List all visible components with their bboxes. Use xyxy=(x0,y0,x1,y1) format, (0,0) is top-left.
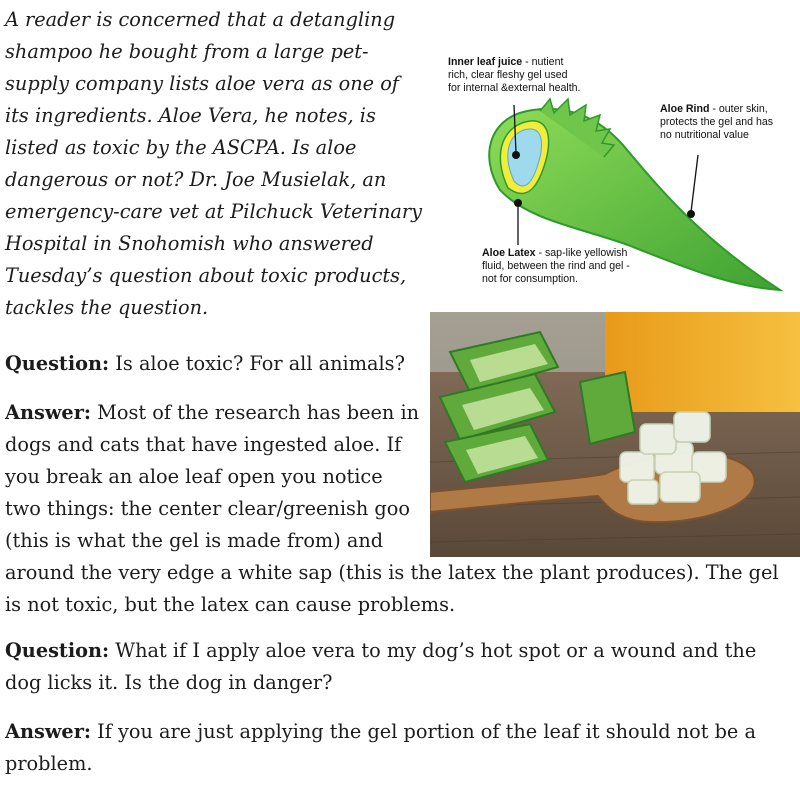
intro-line: shampoo he bought from a large pet- xyxy=(5,40,369,63)
question-line: dog licks it. Is the dog in danger? xyxy=(5,671,333,694)
inner-leaf-juice-label: Inner leaf juice - nutient rich, clear fleshy gel used for internal &external health. xyxy=(448,56,581,94)
answer-paragraph xyxy=(5,716,756,780)
answer-line: is not toxic, but the latex can cause problems. xyxy=(5,593,456,616)
question-paragraph xyxy=(5,635,756,699)
intro-line: Hospital in Snohomish who answered xyxy=(5,232,374,255)
answer-label: Answer: xyxy=(5,720,91,743)
answer-line: you break an aloe leaf open you notice xyxy=(5,465,383,488)
answer-line: two things: the center clear/greenish goo xyxy=(5,497,410,520)
intro-line: listed as toxic by the ASCPA. Is aloe xyxy=(5,136,357,159)
aloe-latex-label: Aloe Latex - sap-like yellowish fluid, between the rind and gel - not for consumption. xyxy=(482,247,630,285)
answer-line: If you are just applying the gel portion of the leaf it should not be a xyxy=(90,720,756,743)
aloe-rind-label: Aloe Rind - outer skin, protects the gel and has no nutritional value xyxy=(660,103,774,141)
intro-line: dangerous or not? Dr. Joe Musielak, an xyxy=(5,168,387,191)
intro-line: A reader is concerned that a detangling xyxy=(5,8,396,31)
intro-line: tackles the question. xyxy=(5,296,209,319)
question-text: Is aloe toxic? For all animals? xyxy=(109,352,405,375)
question-paragraph xyxy=(5,348,405,380)
intro-line: supply company lists aloe vera as one of xyxy=(5,72,399,95)
answer-label: Answer: xyxy=(5,401,91,424)
answer-line: problem. xyxy=(5,752,93,775)
intro-line: its ingredients. Aloe Vera, he notes, is xyxy=(5,104,376,127)
intro-paragraph xyxy=(5,4,422,324)
answer-line: Most of the research has been in xyxy=(90,401,420,424)
question-line: What if I apply aloe vera to my dog’s hot spot or a wound and the xyxy=(109,639,757,662)
question-label: Question: xyxy=(5,352,110,375)
answer-line: dogs and cats that have ingested aloe. If xyxy=(5,433,402,456)
aloe-gel-spoon-photo xyxy=(430,312,800,557)
question-label: Question: xyxy=(5,639,110,662)
intro-line: emergency-care vet at Pilchuck Veterinary xyxy=(5,200,422,223)
aloe-photo xyxy=(430,312,800,557)
intro-line: Tuesday’s question about toxic products, xyxy=(5,264,407,287)
answer-line: around the very edge a white sap (this is the latex the plant produces). The gel xyxy=(5,561,779,584)
answer-line: (this is what the gel is made from) and xyxy=(5,529,384,552)
aloe-leaf-diagram xyxy=(428,5,800,310)
